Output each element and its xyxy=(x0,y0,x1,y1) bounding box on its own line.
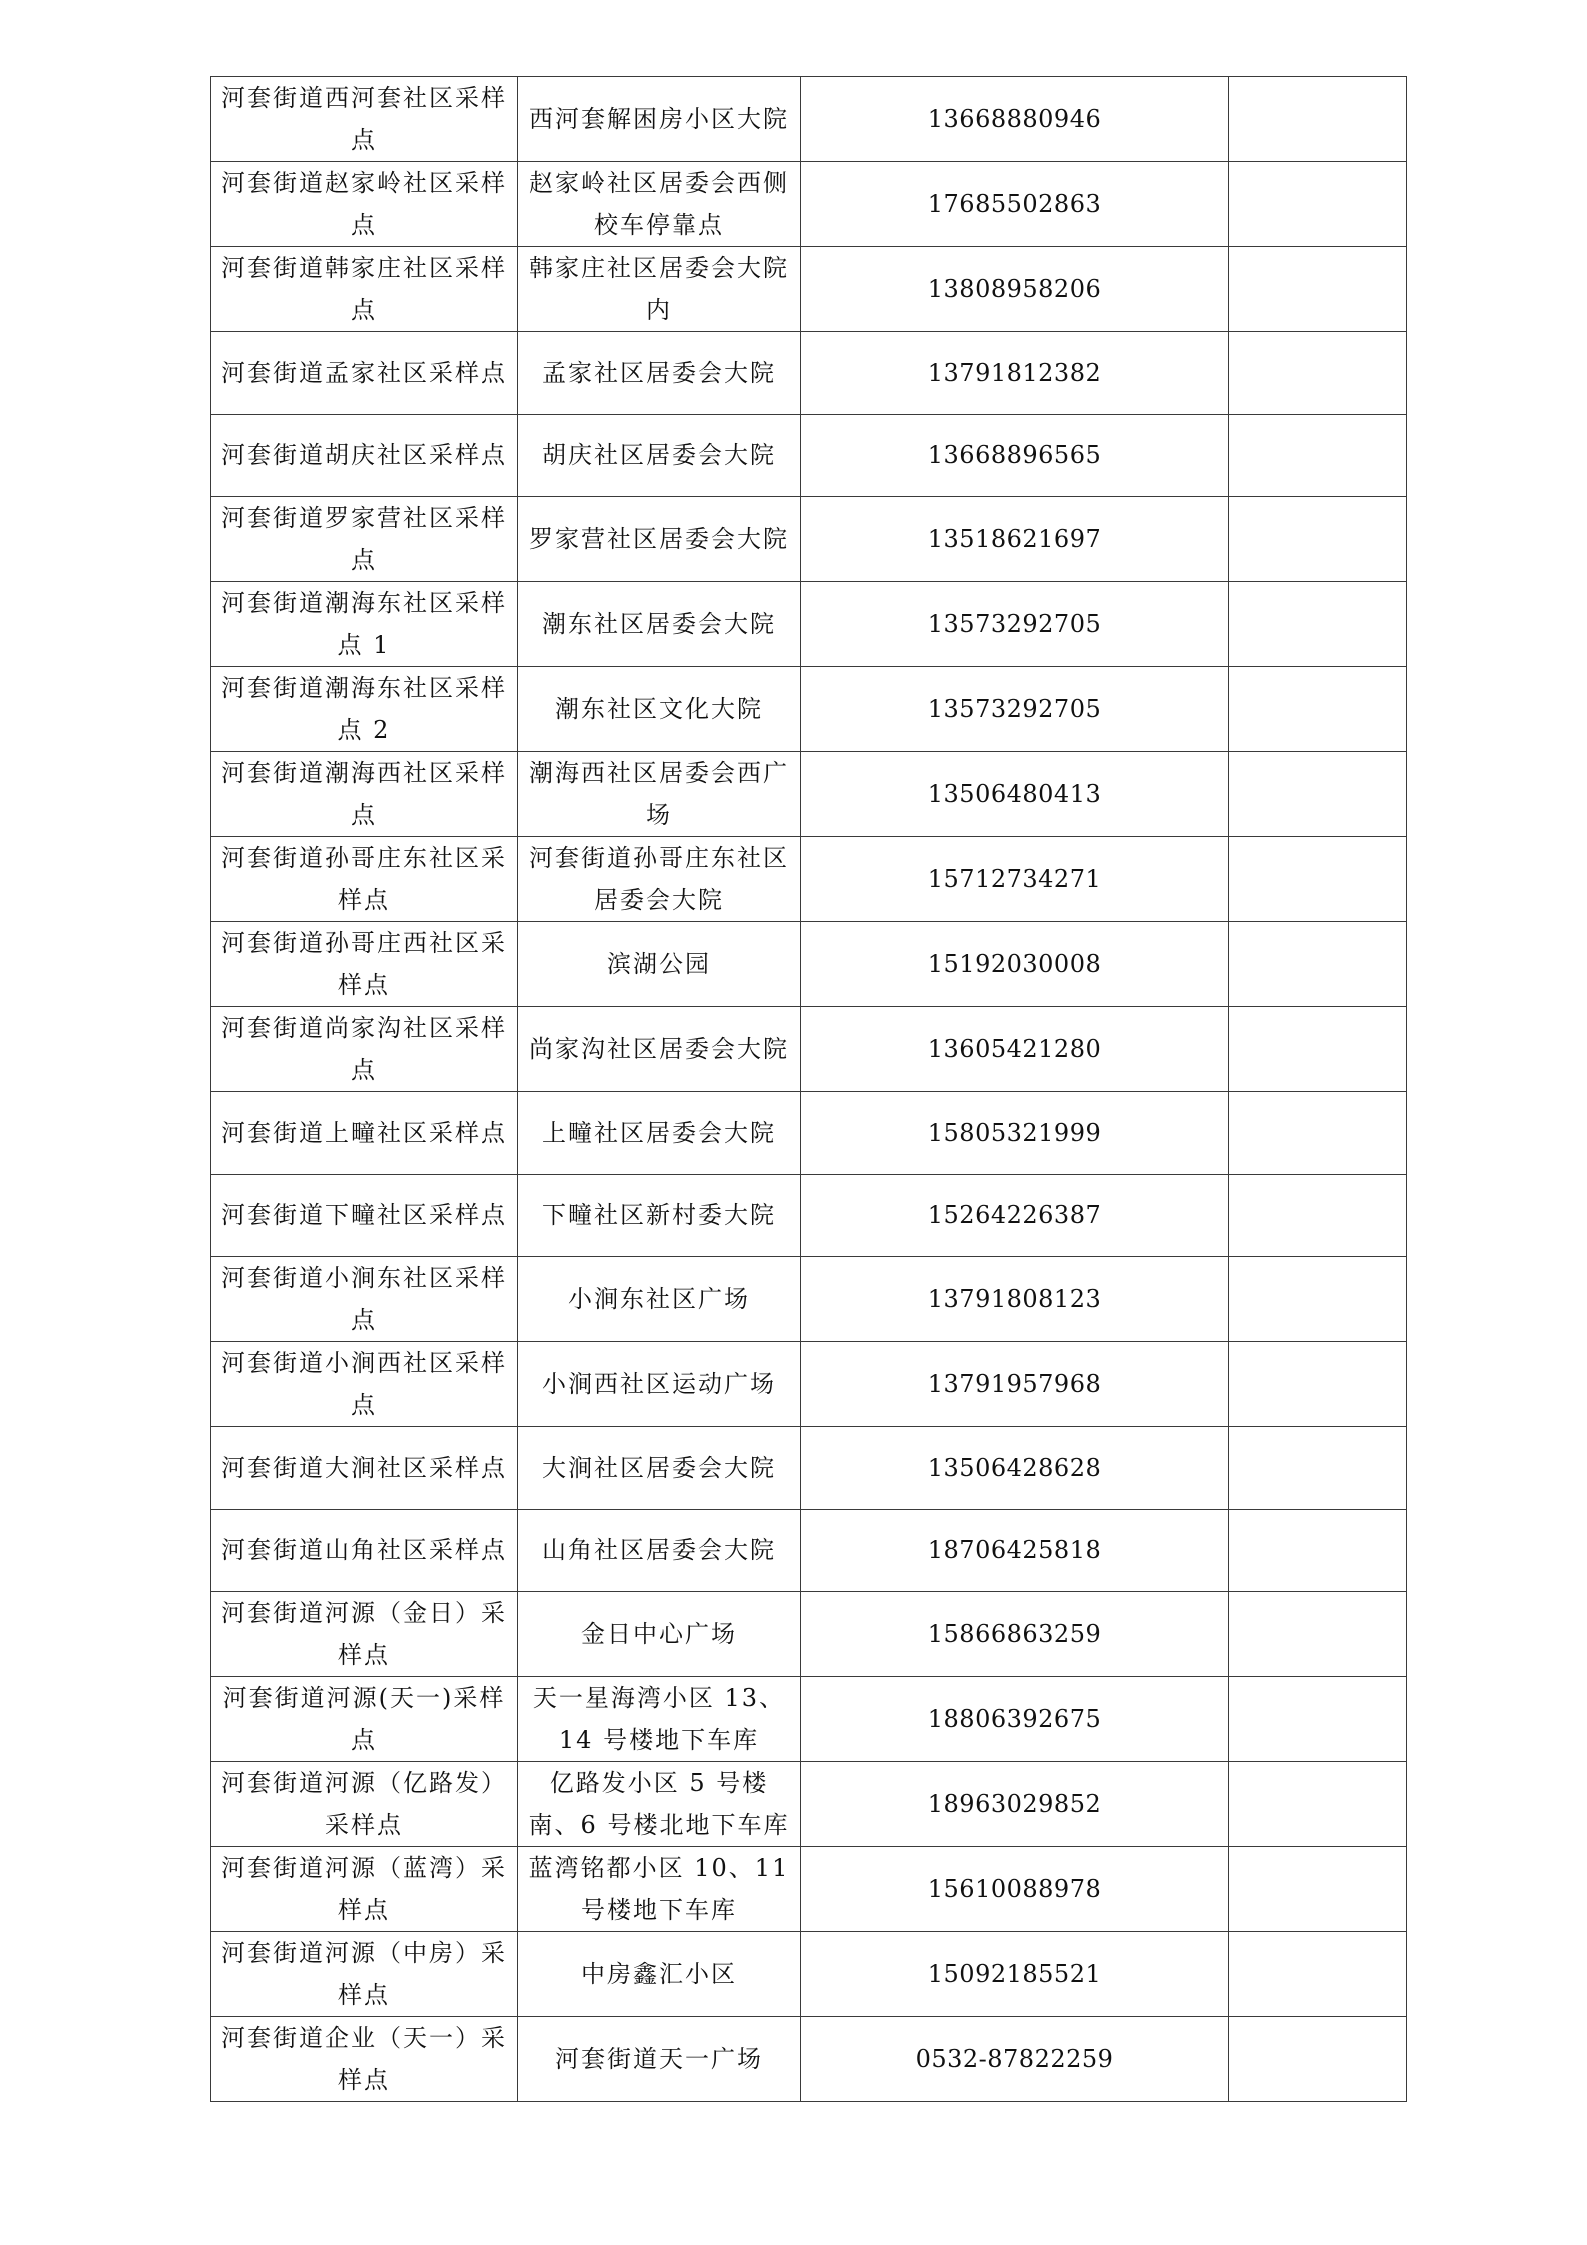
cell-location: 小涧东社区广场 xyxy=(518,1257,801,1342)
cell-note xyxy=(1229,667,1407,752)
cell-location: 潮海西社区居委会西广场 xyxy=(518,752,801,837)
cell-note xyxy=(1229,1342,1407,1427)
cell-location: 下疃社区新村委大院 xyxy=(518,1174,801,1257)
cell-location: 山角社区居委会大院 xyxy=(518,1509,801,1592)
cell-note xyxy=(1229,1174,1407,1257)
cell-site-name: 河套街道罗家营社区采样点 xyxy=(211,497,518,582)
table-body xyxy=(211,77,1407,2102)
table-row xyxy=(211,667,1407,752)
cell-location: 天一星海湾小区 13、14 号楼地下车库 xyxy=(518,1677,801,1762)
cell-location: 孟家社区居委会大院 xyxy=(518,332,801,415)
cell-phone: 15192030008 xyxy=(801,922,1229,1007)
cell-note xyxy=(1229,414,1407,497)
table-row xyxy=(211,752,1407,837)
cell-location: 河套街道天一广场 xyxy=(518,2017,801,2102)
cell-site-name: 河套街道赵家岭社区采样点 xyxy=(211,162,518,247)
table-row xyxy=(211,77,1407,162)
cell-phone: 13668896565 xyxy=(801,414,1229,497)
table-row xyxy=(211,1092,1407,1175)
cell-phone: 17685502863 xyxy=(801,162,1229,247)
cell-location: 西河套解困房小区大院 xyxy=(518,77,801,162)
cell-site-name: 河套街道孟家社区采样点 xyxy=(211,332,518,415)
table-row xyxy=(211,497,1407,582)
cell-note xyxy=(1229,1427,1407,1510)
cell-note xyxy=(1229,1677,1407,1762)
cell-site-name: 河套街道下疃社区采样点 xyxy=(211,1174,518,1257)
table-row xyxy=(211,837,1407,922)
cell-phone: 13791812382 xyxy=(801,332,1229,415)
cell-location: 大涧社区居委会大院 xyxy=(518,1427,801,1510)
cell-note xyxy=(1229,837,1407,922)
cell-location: 罗家营社区居委会大院 xyxy=(518,497,801,582)
cell-site-name: 河套街道企业（天一）采样点 xyxy=(211,2017,518,2102)
table-row xyxy=(211,1427,1407,1510)
cell-site-name: 河套街道河源（金日）采样点 xyxy=(211,1592,518,1677)
table-row xyxy=(211,247,1407,332)
cell-location: 滨湖公园 xyxy=(518,922,801,1007)
cell-site-name: 河套街道小涧西社区采样点 xyxy=(211,1342,518,1427)
cell-location: 潮东社区文化大院 xyxy=(518,667,801,752)
cell-note xyxy=(1229,1257,1407,1342)
cell-site-name: 河套街道西河套社区采样点 xyxy=(211,77,518,162)
cell-phone: 15712734271 xyxy=(801,837,1229,922)
sampling-site-table xyxy=(210,76,1407,2102)
cell-note xyxy=(1229,497,1407,582)
cell-site-name: 河套街道潮海东社区采样点 2 xyxy=(211,667,518,752)
cell-location: 河套街道孙哥庄东社区居委会大院 xyxy=(518,837,801,922)
table-row xyxy=(211,1342,1407,1427)
cell-note xyxy=(1229,162,1407,247)
table-row xyxy=(211,1509,1407,1592)
cell-note xyxy=(1229,1932,1407,2017)
table-row xyxy=(211,1257,1407,1342)
cell-site-name: 河套街道河源(天一)采样点 xyxy=(211,1677,518,1762)
cell-location: 上疃社区居委会大院 xyxy=(518,1092,801,1175)
cell-location: 赵家岭社区居委会西侧校车停靠点 xyxy=(518,162,801,247)
cell-note xyxy=(1229,1592,1407,1677)
cell-phone: 13808958206 xyxy=(801,247,1229,332)
cell-note xyxy=(1229,1847,1407,1932)
cell-site-name: 河套街道山角社区采样点 xyxy=(211,1509,518,1592)
cell-phone: 13668880946 xyxy=(801,77,1229,162)
cell-location: 金日中心广场 xyxy=(518,1592,801,1677)
cell-site-name: 河套街道孙哥庄西社区采样点 xyxy=(211,922,518,1007)
table-row xyxy=(211,414,1407,497)
cell-note xyxy=(1229,1762,1407,1847)
cell-site-name: 河套街道潮海西社区采样点 xyxy=(211,752,518,837)
cell-site-name: 河套街道胡庆社区采样点 xyxy=(211,414,518,497)
cell-phone: 15866863259 xyxy=(801,1592,1229,1677)
cell-phone: 13506428628 xyxy=(801,1427,1229,1510)
cell-phone: 13506480413 xyxy=(801,752,1229,837)
cell-site-name: 河套街道尚家沟社区采样点 xyxy=(211,1007,518,1092)
cell-site-name: 河套街道韩家庄社区采样点 xyxy=(211,247,518,332)
cell-site-name: 河套街道潮海东社区采样点 1 xyxy=(211,582,518,667)
cell-location: 韩家庄社区居委会大院内 xyxy=(518,247,801,332)
cell-site-name: 河套街道河源（亿路发）采样点 xyxy=(211,1762,518,1847)
cell-location: 小涧西社区运动广场 xyxy=(518,1342,801,1427)
cell-location: 潮东社区居委会大院 xyxy=(518,582,801,667)
cell-phone: 18806392675 xyxy=(801,1677,1229,1762)
cell-note xyxy=(1229,922,1407,1007)
cell-phone: 13791808123 xyxy=(801,1257,1229,1342)
cell-note xyxy=(1229,1509,1407,1592)
cell-site-name: 河套街道小涧东社区采样点 xyxy=(211,1257,518,1342)
table-row xyxy=(211,1677,1407,1762)
cell-phone: 13605421280 xyxy=(801,1007,1229,1092)
table-row xyxy=(211,1007,1407,1092)
cell-location: 胡庆社区居委会大院 xyxy=(518,414,801,497)
table-row xyxy=(211,1932,1407,2017)
table-row xyxy=(211,162,1407,247)
table-row xyxy=(211,1762,1407,1847)
cell-note xyxy=(1229,752,1407,837)
cell-note xyxy=(1229,1007,1407,1092)
cell-location: 亿路发小区 5 号楼南、6 号楼北地下车库 xyxy=(518,1762,801,1847)
cell-site-name: 河套街道孙哥庄东社区采样点 xyxy=(211,837,518,922)
cell-note xyxy=(1229,247,1407,332)
table-row xyxy=(211,1847,1407,1932)
cell-note xyxy=(1229,2017,1407,2102)
cell-site-name: 河套街道河源（蓝湾）采样点 xyxy=(211,1847,518,1932)
table-row xyxy=(211,332,1407,415)
cell-note xyxy=(1229,332,1407,415)
table-row xyxy=(211,922,1407,1007)
table-row xyxy=(211,1174,1407,1257)
table-row xyxy=(211,1592,1407,1677)
table-row xyxy=(211,2017,1407,2102)
cell-phone: 13573292705 xyxy=(801,667,1229,752)
cell-phone: 0532-87822259 xyxy=(801,2017,1229,2102)
cell-note xyxy=(1229,582,1407,667)
cell-note xyxy=(1229,1092,1407,1175)
cell-note xyxy=(1229,77,1407,162)
table-row xyxy=(211,582,1407,667)
cell-phone: 18963029852 xyxy=(801,1762,1229,1847)
cell-phone: 15092185521 xyxy=(801,1932,1229,2017)
cell-phone: 13518621697 xyxy=(801,497,1229,582)
cell-phone: 15264226387 xyxy=(801,1174,1229,1257)
cell-site-name: 河套街道上疃社区采样点 xyxy=(211,1092,518,1175)
cell-location: 中房鑫汇小区 xyxy=(518,1932,801,2017)
cell-location: 蓝湾铭都小区 10、11 号楼地下车库 xyxy=(518,1847,801,1932)
cell-location: 尚家沟社区居委会大院 xyxy=(518,1007,801,1092)
cell-phone: 13791957968 xyxy=(801,1342,1229,1427)
cell-phone: 15805321999 xyxy=(801,1092,1229,1175)
cell-phone: 15610088978 xyxy=(801,1847,1229,1932)
cell-site-name: 河套街道河源（中房）采样点 xyxy=(211,1932,518,2017)
cell-phone: 13573292705 xyxy=(801,582,1229,667)
cell-phone: 18706425818 xyxy=(801,1509,1229,1592)
cell-site-name: 河套街道大涧社区采样点 xyxy=(211,1427,518,1510)
